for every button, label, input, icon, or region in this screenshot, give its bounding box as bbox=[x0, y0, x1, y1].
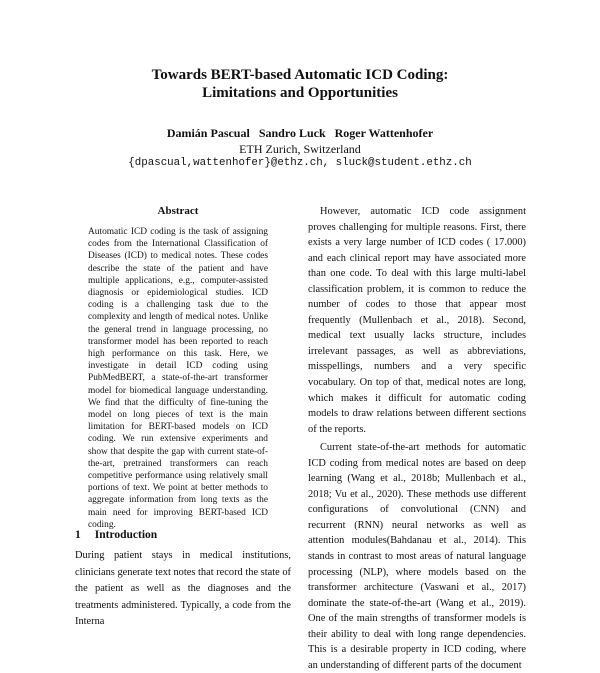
author-list: Damián Pascual Sandro Luck Roger Wattenhofer bbox=[166, 126, 434, 140]
section-title: Introduction bbox=[94, 529, 158, 541]
introduction-heading bbox=[75, 529, 157, 541]
affiliation: ETH Zurich, Switzerland bbox=[239, 142, 361, 156]
abstract-heading: Abstract bbox=[157, 205, 199, 217]
paper-title bbox=[0, 66, 600, 102]
paragraph-challenges: However, automatic ICD code assignment proves challenging for multiple reasons. First, there exists a very large number of ICD codes ( 17.000) and each clinical report may have associated more than one code. To deal with this large multi-label classification problem, it is common to reduce the number of codes to those that appear most frequently (Mullenbach et al., 2018). Second, medical text usually lacks structure, includes irrelevant passages, as well as abbreviations, misspellings, numbers and a very specific vocabulary. On top of that, medical notes are long, which makes it difficult for automatic coding models to draw relations between different sections of the reports. bbox=[308, 206, 526, 435]
title-line-1: Towards BERT-based Automatic ICD Coding: bbox=[151, 67, 449, 83]
section-number: 1 bbox=[75, 529, 81, 541]
right-column bbox=[308, 204, 526, 673]
title-line-2: Limitations and Opportunities bbox=[202, 85, 398, 101]
introduction-text: During patient stays in medical institutions, clinicians generate text notes that record the state of the patient as well as the diagnoses and the treatments administered. Typically, a code from the Interna bbox=[75, 550, 291, 628]
email-addresses: {dpascual,wattenhofer}@ethz.ch, sluck@student.ethz.ch bbox=[128, 157, 472, 169]
paragraph-state-of-art: Current state-of-the-art methods for automatic ICD coding from medical notes are based on deep learning (Wang et al., 2018b; Mullenbach et al., 2018; Vu et al., 2020). These methods use different configurations of convolutional (CNN) and recurrent (RNN) neural networks as well as attention modules(Bahdanau et al., 2014). This stands in contrast to most areas of natural language processing (NLP), where models based on the transformer architecture (Vaswani et al., 2017) dominate the state-of-the-art (Wang et al., 2019). One of the main strengths of transformer models is their ability to deal with long range dependencies. This is a desirable property in ICD coding, where an understanding of different parts of the document bbox=[308, 442, 526, 671]
abstract-text: Automatic ICD coding is the task of assigning codes from the International Classification of Diseases (ICD) to medical notes. These codes describe the state of the patient and have multiple applications, e.g., computer-assisted diagnosis or epidemiological studies. ICD coding is a challenging task due to the complexity and length of medical notes. Unlike the general trend in language processing, no transformer model has been reported to reach high performance on this task. Here, we investigate in detail ICD coding using PubMedBERT, a state-of-the-art transformer model for biomedical language understanding. We find that the difficulty of fine-tuning the model on long pieces of text is the main limitation for BERT-based models on ICD coding. We run extensive experiments and show that despite the gap with current state-of-the-art, pretrained transformers can reach competitive performance using relatively small portions of text. We point at better methods to aggregate information from long texts as the main need for improving BERT-based ICD coding. bbox=[88, 227, 268, 530]
